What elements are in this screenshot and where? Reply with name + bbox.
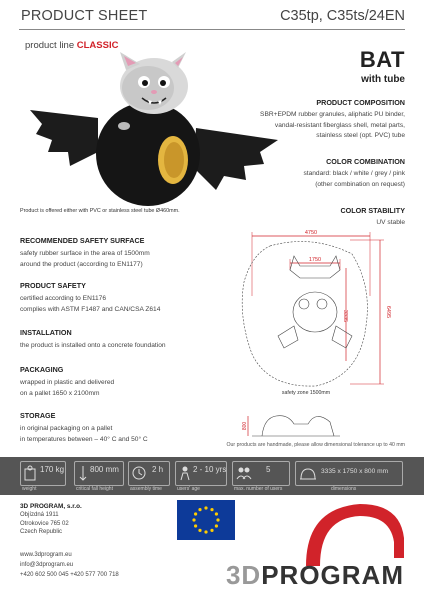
spec-fall-height — [74, 457, 126, 495]
packaging-line: wrapped in plastic and delivered — [20, 379, 115, 386]
address-line: Objízdná 1911 — [20, 512, 59, 518]
dimensions-icon — [299, 465, 317, 481]
assembly-time-value: 2 h — [152, 465, 164, 474]
spec-assembly-time — [128, 457, 172, 495]
company-address — [20, 511, 69, 537]
fall-height-caption: critical fall height — [76, 486, 113, 492]
product-line-label: product line — [25, 40, 75, 51]
installation-section — [20, 328, 220, 352]
tube-note: Product is offered either with PVC or stainless steel tube Ø460mm. — [20, 208, 180, 214]
side-height-dimension: 800 — [242, 421, 248, 431]
safety-surface-heading: RECOMMENDED SAFETY SURFACE — [20, 236, 145, 245]
product-line-name: CLASSIC — [76, 40, 119, 51]
users-age-value: 2 - 10 yrs — [193, 465, 227, 474]
specs-bar — [0, 457, 424, 495]
safety-surface-line: around the product (according to EN1177) — [20, 260, 143, 268]
composition-section — [215, 98, 405, 142]
inner-width-dimension: 1750 — [308, 257, 322, 263]
email-link[interactable]: info@3dprogram.eu — [20, 562, 74, 568]
product-safety-line: complies with ASTM F1487 and CAN/CSA Z614 — [20, 305, 161, 313]
company-name: 3D PROGRAM, s.r.o. — [20, 503, 82, 510]
storage-line: in temperatures between – 40° C and 50° C — [20, 435, 148, 443]
contacts — [20, 550, 119, 580]
safety-surface-line: safety rubber surface in the area of 1500mm — [20, 250, 150, 257]
eu-flag-icon — [177, 500, 235, 540]
storage-section — [20, 411, 220, 445]
outer-width-dimension: 4750 — [304, 230, 318, 236]
safety-surface-section — [20, 236, 220, 270]
product-variant: with tube — [361, 74, 405, 85]
users-icon — [236, 466, 252, 480]
packaging-section — [20, 365, 220, 399]
outer-height-dimension: 6495 — [385, 305, 391, 319]
weight-icon — [24, 465, 36, 481]
technical-drawing — [220, 226, 410, 440]
installation-heading: INSTALLATION — [20, 328, 72, 337]
color-combination-line: standard: black / white / grey / pink — [303, 170, 405, 177]
document-type: PRODUCT SHEET — [21, 8, 148, 24]
logo-3d: 3D — [225, 560, 262, 590]
spec-max-users — [232, 457, 292, 495]
fall-height-value: 800 mm — [90, 465, 119, 474]
spec-dimensions — [295, 457, 405, 495]
spec-users-age — [175, 457, 229, 495]
dimensions-value: 3335 x 1750 x 800 mm — [321, 468, 389, 475]
company-logo — [226, 560, 404, 591]
spec-weight — [20, 457, 70, 495]
website-link[interactable]: www.3dprogram.eu — [20, 552, 72, 558]
product-safety-heading: PRODUCT SAFETY — [20, 281, 86, 290]
header-divider — [19, 29, 405, 30]
max-users-caption: max. number of users — [234, 486, 283, 492]
product-safety-line: certified according to EN1176 — [20, 295, 107, 302]
composition-line: SBR+EPDM rubber granules, aliphatic PU binder, — [260, 111, 405, 118]
address-line: Otrokovice 765 02 — [20, 520, 69, 527]
age-icon — [179, 465, 191, 481]
bat-logo-icon — [300, 498, 410, 568]
packaging-heading: PACKAGING — [20, 365, 64, 374]
weight-caption: weight — [22, 486, 37, 492]
composition-heading: PRODUCT COMPOSITION — [316, 98, 405, 107]
max-users-value: 5 — [266, 465, 271, 474]
color-combination-line: (other combination on request) — [315, 180, 405, 188]
storage-line: in original packaging on a pallet — [20, 425, 113, 432]
composition-line: vandal-resistant fiberglass shell, metal parts, — [274, 121, 405, 129]
logo-program: PROGRAM — [261, 560, 404, 590]
color-stability-value: UV stable — [376, 219, 405, 226]
product-codes: C35tp, C35ts/24EN — [280, 8, 405, 24]
color-stability-heading: COLOR STABILITY — [340, 206, 405, 215]
installation-line: the product is installed onto a concrete foundation — [20, 342, 166, 349]
assembly-time-caption: assembly time — [130, 486, 162, 492]
handmade-note: Our products are handmade, please allow dimensional tolerance up to 40 mm — [226, 442, 405, 448]
color-combination-heading: COLOR COMBINATION — [326, 157, 405, 166]
packaging-line: on a pallet 1650 x 2100mm — [20, 389, 100, 397]
phone-numbers: +420 602 500 045 +420 577 700 718 — [20, 572, 119, 578]
dimensions-caption: dimensions — [331, 486, 357, 492]
weight-value: 170 kg — [40, 465, 65, 474]
storage-heading: STORAGE — [20, 411, 56, 420]
safety-zone-label: safety zone 1500mm — [281, 390, 331, 396]
address-line: Czech Republic — [20, 529, 63, 535]
product-name: BAT — [359, 47, 405, 72]
color-combination-section — [215, 157, 405, 190]
product-safety-section — [20, 281, 220, 315]
inner-height-dimension: 3335 — [342, 309, 348, 323]
clock-icon — [132, 466, 146, 480]
users-age-caption: users' age — [177, 486, 200, 492]
fall-height-icon — [78, 465, 88, 481]
composition-line: stainless steel (opt. PVC) tube — [316, 132, 405, 139]
